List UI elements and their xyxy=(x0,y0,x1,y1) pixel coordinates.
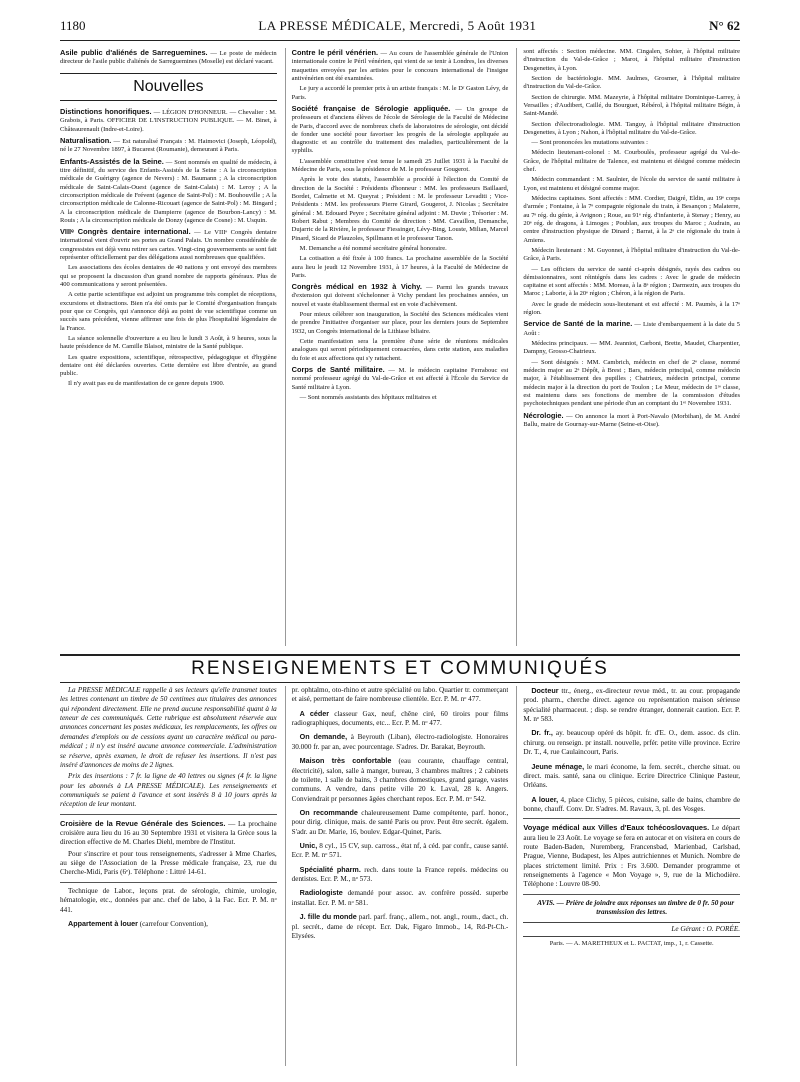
naturalisation-title: Naturalisation. xyxy=(60,136,112,146)
ad12-text: ay. beaucoup opéré ds hôpit. fr. d'E. O., dem. assoc. ds clin. chirurg. ou renseign. pr install. nouvelle, prfér. petite ville province. Ecrire Dr. T., 4, rue Caulaincourt, Paris. xyxy=(523,729,740,757)
ad8-lead: Spécialité pharm. xyxy=(299,864,361,874)
ad9-lead: Radiologiste xyxy=(299,888,343,898)
congres-p4: La séance solennelle d'ouverture a eu lieu le lundi 3 Août, à 9 heures, sous la haute présidence de M. Camille Blaisot, ministre de la Santé publique. xyxy=(60,334,277,351)
journal-title: LA PRESSE MÉDICALE, Mercredi, 5 Août 1931 xyxy=(258,18,537,33)
ad7-lead: Unic, xyxy=(299,841,318,851)
congres-title: VIIIᵉ Congrès dentaire international. xyxy=(60,227,191,237)
renseignements-heading: RENSEIGNEMENTS ET COMMUNIQUÉS xyxy=(60,654,740,683)
issue-number: N° 62 xyxy=(709,18,740,33)
ad14-text: 4, place Clichy, 5 pièces, cuisine, salle de bains, chambre de bonne, chauff. Conv. Dr. S'adres. M. Ravaux, 3, pl. des Vosges. xyxy=(523,795,740,813)
corps-title: Corps de Santé militaire. xyxy=(291,364,385,374)
ads-column-3 xyxy=(516,686,740,1066)
news-column-3 xyxy=(516,48,740,646)
voyage-text: Le départ aura lieu le 23 Août. Le voyage se fera en autocar et on visitera en cours de route Baden-Baden, Nuremberg, Francensbad, Marienbad, Carlsbad, Prague, Vienne, Budapest, les Alpes autrichiennes et Munich. Nombre de places strictement limité. Prix : Frs 3.600. Demander programme et renseignements à l'agence « Mon Voyage », 9, rue de la Michodière. Téléphone : Louvre 08-90. xyxy=(523,824,740,889)
congres-p5: Les quatre expositions, scientifique, rétrospective, pédagogique et d'hygiène dentaire ont été déclarées ouvertes. Cette dernière est libre d'entrée, au grand public. xyxy=(60,353,277,378)
sero-p5: La cotisation a été fixée à 100 francs. La prochaine assemblée de la Société aura lieu le jeudi 12 Novembre 1931, à 17 heures, à la Faculté de Médecine de Paris. xyxy=(291,255,509,279)
ad8-text: rech. dans toute la France représ. médecins ou dentistes. Ecr. P. M., nᵒ 573. xyxy=(291,865,509,884)
croisiere-p1: — La prochaine croisière aura lieu du 16 au 30 Septembre 1931 et visitera la Grèce sous la direction effective de M. Charles Diehl, membre de l'Institut. xyxy=(60,819,277,847)
ad5-lead: Maison très confortable xyxy=(299,756,392,766)
ad7-text: 8 cyl., 15 CV, sup. carross., état nf, à céd. par confr., cause santé. Ecr. P. M. nᵒ 571. xyxy=(291,842,509,860)
ad10-lead: J. fille du monde xyxy=(299,912,357,922)
ad4-text: à Beyrouth (Liban), électro-radiologiste. Honoraires 30.000 fr. par an, avec pourcentage. S'adres. Dr. Barakat, Beyrouth. xyxy=(291,733,509,751)
divider xyxy=(60,882,277,883)
peril-title: Contre le péril vénérien. xyxy=(291,48,379,57)
ad13-lead: Jeune ménage, xyxy=(531,761,585,771)
corps-p2: — Sont nommés assistants des hôpitaux militaires et xyxy=(299,393,437,401)
marine-p2: Médecins principaux. — MM. Jeanniot, Carboni, Brette, Maudet, Charpentier, Dampny, Grosso-Chatrieux. xyxy=(523,340,740,356)
corps-p1: — M. le médecin capitaine Ferrabouc est nommé professeur agrégé du Val-de-Grâce et est affecté à l'École du Service de Santé militaire à Lyon. xyxy=(291,366,509,391)
ad6-text: chaleureusement Dame compétente, parf. honor., pour dirig. clinique, mais. de santé Paris ou prov. Peut être secrét. égalem. S'adr. au Dr. Marie, 16, boulev. Edgar-Quinet, Paris. xyxy=(291,808,509,836)
vichy-p1: — Parmi les grands travaux d'extension qui doivent s'échelonner à Vichy pendant les prochaines années, un nouvel et vaste établissement thermal est en voie d'achèvement. xyxy=(291,284,509,308)
asile-text: — Le poste de médecin directeur de l'asile public d'aliénés de Sarreguemines (Moselle) est déclaré vacant. xyxy=(60,50,277,66)
col3-p8: Médecins capitaines. Sont affectés : MM. Cordier, Daigré, Eldin, au 19ᵉ corps d'armée ; Fontaine, à la 7ᵉ compagnie régionale du train, à Besançon ; Malaterre, au 7ᵉ rég. du génie, à Avignon ; Roue, au 91ᵉ rég. d'infanterie, à Stenay ; Henry, au 20ᵉ rég. de dragons, à Limoges ; Poublan, aux troupes du Maroc ; Audrain, au centre d'instruction physique de Dinard ; Barrat, à la 2ᵉ cie régionale du train à Amiens. xyxy=(523,195,740,244)
congres-p6: Il n'y avait pas eu de manifestation de ce genre depuis 1900. xyxy=(68,380,225,388)
gerant-line: Le Gérant : O. PORÉE. xyxy=(523,922,740,937)
ads-columns xyxy=(60,686,740,1066)
vichy-p2: Pour mieux célébrer son inauguration, la Société des Sciences médicales vient de prendre l'initiative d'organiser sur place, pour les derniers jours de Septembre 1932, un Congrès international de la Lithiase biliaire. xyxy=(291,311,509,335)
enfants-title: Enfants-Assistés de la Seine. xyxy=(60,156,164,166)
vichy-title: Congrès médical en 1932 à Vichy. xyxy=(291,282,422,292)
news-column-2 xyxy=(285,48,509,646)
sero-p4: M. Demanche a été nommé secrétaire général honoraire. xyxy=(299,244,447,252)
distinctions-text: — LÉGION D'HONNEUR. — Chevalier : M. Grabois, à Paris. OFFICIER DE L'INSTRUCTION PUBLIQUE. — M. Binet, à Châteaurenault (Indre-et-Loire). xyxy=(60,109,277,133)
ad11-text: ttr., énerg., ex-directeur revue méd., tr. au cour. propagande prod. pharm., cherche direct. agence ou représentation maison sérieuse spécialité pharmaceut. ; disp. se rendre étranger, donnerait caution. Ecr. P. M. nᵒ 583. xyxy=(523,687,740,724)
col3-p9: Médecin lieutenant : M. Guyonnet, à l'hôpital militaire d'instruction du Val-de-Grâce, à Paris. xyxy=(523,246,740,263)
naturalisation-text: — Est naturalisé Français : M. Haimovici (Joseph, Léopold), né le 27 Novembre 1897, à Bucarest (Roumanie), demeurant à Paris. xyxy=(60,138,277,154)
col3-p1: sont affectés : Section médecine. MM. Cingalen, Sohier, à l'hôpital militaire d'instruction du Val-de-Grâce ; Marot, à l'hôpital militaire d'instruction Desgenettes, à Lyon. xyxy=(523,48,740,72)
congres-p2: Les associations des écoles dentaires de 40 nations y ont envoyé des membres qui se proposent la discussion d'un grand nombre de rapports généraux. Plus de 400 communications y seront présentées. xyxy=(60,264,277,289)
ad5-text: (eau courante, chauffage central, électricité), salon, salle à manger, bureau, 3 chambres maîtres ; 2 cabinets de toilette, 1 salle de bains, 3 chambres domestiques, grand garage, vastes communs. A vendre, dans petite ville 20 k. Laval, 28 k. Angers. Conviendrait pr personnes âgées cherchant repos. Ecr. P. M. nᵒ 542. xyxy=(291,757,509,803)
croisiere-title: Croisière de la Revue Générale des Sciences. xyxy=(60,818,226,828)
avis-notice: AVIS. — Prière de joindre aux réponses un timbre de 0 fr. 50 pour transmission des lettres. xyxy=(537,898,735,917)
divider xyxy=(60,814,277,815)
necro-title: Nécrologie. xyxy=(523,410,564,420)
ads-column-1 xyxy=(60,686,277,1066)
page-header xyxy=(60,18,740,41)
distinctions-title: Distinctions honorifiques. xyxy=(60,107,152,117)
peril-p1: — Au cours de l'assemblée générale de l'Union internationale contre le Péril vénérien, qui vient de se tenir à Londres, les diverses maquettes envoyées par les artistes pour le concours international de l'insigne antivénérien ont été examinées. xyxy=(291,50,509,82)
ad13-text: le mari économe, la fem. secrét., cherche situat. ou direct. mais. santé, sana ou clinique. Ecrire Directrice Clinique Pasteur, Orléans. xyxy=(523,762,740,790)
congres-p3: A cette partie scientifique est adjoint un programme très complet de réceptions, excursions et distractions. Bien n'a été omis par le Comité d'organisation français pour que ce Congrès, qui s'annonce déjà au point de vue scientifique comme un succès sans précédent, vienne affirmer une fois de plus l'hospitalité légendaire de la France. xyxy=(60,291,277,332)
news-column-1 xyxy=(60,48,277,646)
col3-p4: Section d'électroradiologie. MM. Tanguy, à l'hôpital militaire d'instruction Desgenettes, à Lyon ; Nahon, à l'hôpital militaire du Val-de-Grâce. xyxy=(523,120,740,136)
ad-continuation: pr. ophtalmo, oto-rhino et autre spécialité ou labo. Quartier tr. commerçant et aisé, permettant de faire nombreuse clientèle. Ecr. P. M. nᵒ 477. xyxy=(291,686,509,704)
notice-text: La PRESSE MÉDICALE rappelle à ses lecteurs qu'elle transmet toutes les lettres contenant un timbre de 50 centimes aux titulaires des annonces qui répondent directement. Elle ne prend aucune responsabilité quant à la teneur de ces communiqués. Cette rubrique est absolument réservée aux annonces concernant les postes médicaux, les remplacements, les offres ou demandes d'emplois ou de cessions ayant un caractère médical ou para-médical ; il n'y est inséré aucune annonce commerciale. L'administration se réserve, après examen, le droit de refuser les insertions. Il n'est pas inséré d'annonces de moins de 2 lignes. xyxy=(60,686,277,769)
necro-text: — On annonce la mort à Port-Navalo (Morbihan), de M. André Ballu, maire de Gournay-sur-Marne (Seine-et-Oise). xyxy=(523,412,740,428)
ad3-text: classeur Gax, neuf, chêne ciré, 60 tiroirs pour films radiographiques, documents, etc... Ecr. P. M. nᵒ 477. xyxy=(291,709,509,728)
page-number: 1180 xyxy=(60,18,86,33)
voyage-title: Voyage médical aux Villes d'Eaux tchécoslovaques. xyxy=(523,823,710,833)
nouvelles-heading: Nouvelles xyxy=(60,73,277,101)
ad4-lead: On demande, xyxy=(299,732,348,742)
asile-title: Asile public d'aliénés de Sarreguemines. xyxy=(60,48,208,57)
col3-p6: Médecin lieutenant-colonel : M. Courboulès, professeur agrégé du Val-de-Grâce, de l'hôpital militaire de Talence, est maintenu et désigné comme médecin chef. xyxy=(523,149,740,174)
col3-p5: — Sont prononcées les mutations suivantes : xyxy=(531,139,648,147)
croisiere-p2: Pour s'inscrire et pour tous renseignements, s'adresser à Mme Charles, au siège de l'Association de la Presse médicale française, 23, rue du Cherche-Midi, Paris (6ᵉ). Téléphone : Littré 14-61. xyxy=(60,849,277,877)
news-columns xyxy=(60,48,740,646)
ad-appartement-text: (carrefour Convention), xyxy=(139,919,208,928)
ad3-lead: A céder xyxy=(299,708,330,718)
congres-p1: — Le VIIIᵉ Congrès dentaire international vient d'ouvrir ses portes au Grand Palais. Un nombre considérable de congressistes est déjà venu retirer ses cartes. Vingt-cinq gouvernements se sont fait représenter officiellement par des délégations aussi nombreuses que qualifiées. xyxy=(60,229,277,262)
marine-p3: — Sont désignés : MM. Cambrich, médecin en chef de 2ᵉ classe, nommé médecin major au 2ᵉ Dépôt, à Brest ; Bars, médecin principal, comme médecin major, à l'établissement des pupilles ; Chatrieux, médecin principal, comme médecin major à la direction du port de Toulon ; Le Meur, médecin de 1ʳᵉ classe, est maintenu dans ses fonctions de membre de la commission d'études psychotechniques pendant une période d'un an comptant du 1ᵉʳ Novembre 1931. xyxy=(523,358,740,408)
col3-p11: Avec le grade de médecin sous-lieutenant et est affecté : M. Paumès, à la 17ᵉ région. xyxy=(523,300,740,317)
peril-p2: Le jury a accordé le premier prix à un artiste français : M. le Dʳ Gaston Lévy, de Paris. xyxy=(291,85,509,101)
sero-p1: — Un groupe de professeurs et d'anciens élèves de l'école de Sérologie de la Faculté de Médecine de Paris, d'accord avec de nombreux chefs de laboratoires de sérologie, ont décidé de fonder une société pour favoriser les progrès de la sérologie appliquée au diagnostic et au contrôle du traitement des maladies, particulièrement de la syphilis. xyxy=(291,105,509,155)
ad12-lead: Dr. fr., xyxy=(531,728,553,738)
marine-p1: — Liste d'embarquement à la date du 5 Août : xyxy=(523,321,740,337)
ad10-text: parl. parf. franç., allem., not. angl., roum., dact., ch. pl. secrét., dame de récept. Ecr. Dak, Figaro Immob., 14, Rd-Pt-Ch.-Elysées. xyxy=(291,913,509,940)
vichy-p3: Cette manifestation sera la première d'une série de réunions médicales analogues qui seront périodiquement consacrées, dans cette station, aux maladies du foie et aux affections qui s'y rattachent. xyxy=(291,338,509,362)
enfants-text: — Sont nommés en qualité de médecin, à titre définitif, du service des Enfants-Assistés de la Seine : A la circonscription médicale de Guérigny (agence de Nevers) : M. Baumann ; A la circonscription médicale de Saint-Calais-Ouest (agence de Saint-Calais) : M. Leroy ; A la circonscription médicale de Frévent (agence de Saint-Pol) : M. Bouhouville ; A la circonscription médicale de Calonne-Ricouart (agence de Saint-Pol) : M. Bingard ; A la circonscription médicale de Dampierre (agence de Bourbon-Lancy) : M. Rouis ; A la circonscription médicale de Donzy (agence de Cosne) : M. Usquin. xyxy=(60,158,277,224)
ad9-text: demandé pour assoc. av. confrère possèd. superbe installat. Ecr. P. M. nᵒ 581. xyxy=(291,889,509,907)
sero-title: Société française de Sérologie appliquée. xyxy=(291,103,451,113)
printer-imprint: Paris. — A. MARETHEUX et L. PACTAT, imp., 1, r. Cassette. xyxy=(549,939,714,947)
ad-appartement-lead: Appartement à louer xyxy=(68,918,138,928)
divider xyxy=(523,894,740,895)
col3-p10: — Les officiers du service de santé ci-après désignés, rayés des cadres ou démissionnaires, sont réintégrés dans les cadres : Avec le grade de médecin capitaine et sont affectés : MM. Moreau, à la 8ᵉ région ; Darmezin, aux troupes du Maroc ; Laborie, à la 20ᵉ région ; Chéron, à la région de Paris. xyxy=(523,265,740,298)
sero-p2: L'assemblée constitutive s'est tenue le samedi 25 Juillet 1931 à la Faculté de Médecine de Paris, sous la présidence de M. le professeur Gougerot. xyxy=(291,157,509,174)
ad6-lead: On recommande xyxy=(299,807,358,817)
ads-column-2 xyxy=(285,686,509,1066)
divider xyxy=(523,818,740,819)
notice-prices: Prix des insertions : 7 fr. la ligne de 40 lettres ou signes (4 fr. la ligne pour les abonnés à LA PRESSE MÉDICALE). Les renseignements et communiqués se paient à l'avance et sont insérés 8 à 10 jours après la réception de leur montant. xyxy=(60,772,277,809)
marine-title: Service de Santé de la marine. xyxy=(523,319,633,329)
sero-p3: Après le vote des statuts, l'assemblée a procédé à l'élection du Comité de direction de la Société : Présidents d'honneur : MM. les professeurs Baillaard, Bordet, Calmette et M. Queyrat ; Président : M. le professeur Levaditi ; Vice-Présidents : MM. les professeurs Pierre Girard, Gougerot, J. Nicolas ; Secrétaire général : M. Edouard Peyre ; Secrétaire général adjoint : M. Duvie ; Trésorier : M. Robert Rabut ; Membres du Comité de direction : MM. Cavaillon, Demanche, Dujarric de la Rivière, le professeur Fiessinger, Lévy-Bing, Louste, Milian, Marcel Pinard, Sicard de Plauzoles, Spillmann et le professeur Tanon. xyxy=(291,176,509,242)
ad14-lead: A louer, xyxy=(531,794,559,804)
ad11-lead: Docteur xyxy=(531,686,559,695)
col3-p2: Section de bactériologie. MM. Jaulmes, Grosmer, à l'hôpital militaire d'instruction du Val-de-Grâce. xyxy=(523,74,740,91)
ad-technique: Technique de Labor., leçons prat. de sérologie, chimie, urologie, hématologie, etc., données par anc. chef de labo, à la Fac. Ecr. P. M. nᵒ 441. xyxy=(60,886,277,914)
col3-p3: Section de chirurgie. MM. Mazeyrie, à l'hôpital militaire Dominique-Larrey, à Versailles ; d'Audibert, Caillé, du Bourguet, Rébérol, à l'hôpital militaire Bégin, à Saint-Mandé. xyxy=(523,93,740,118)
col3-p7: Médecin commandant : M. Saulnier, de l'école du service de santé militaire à Lyon, est maintenu et désigné comme major. xyxy=(523,176,740,192)
